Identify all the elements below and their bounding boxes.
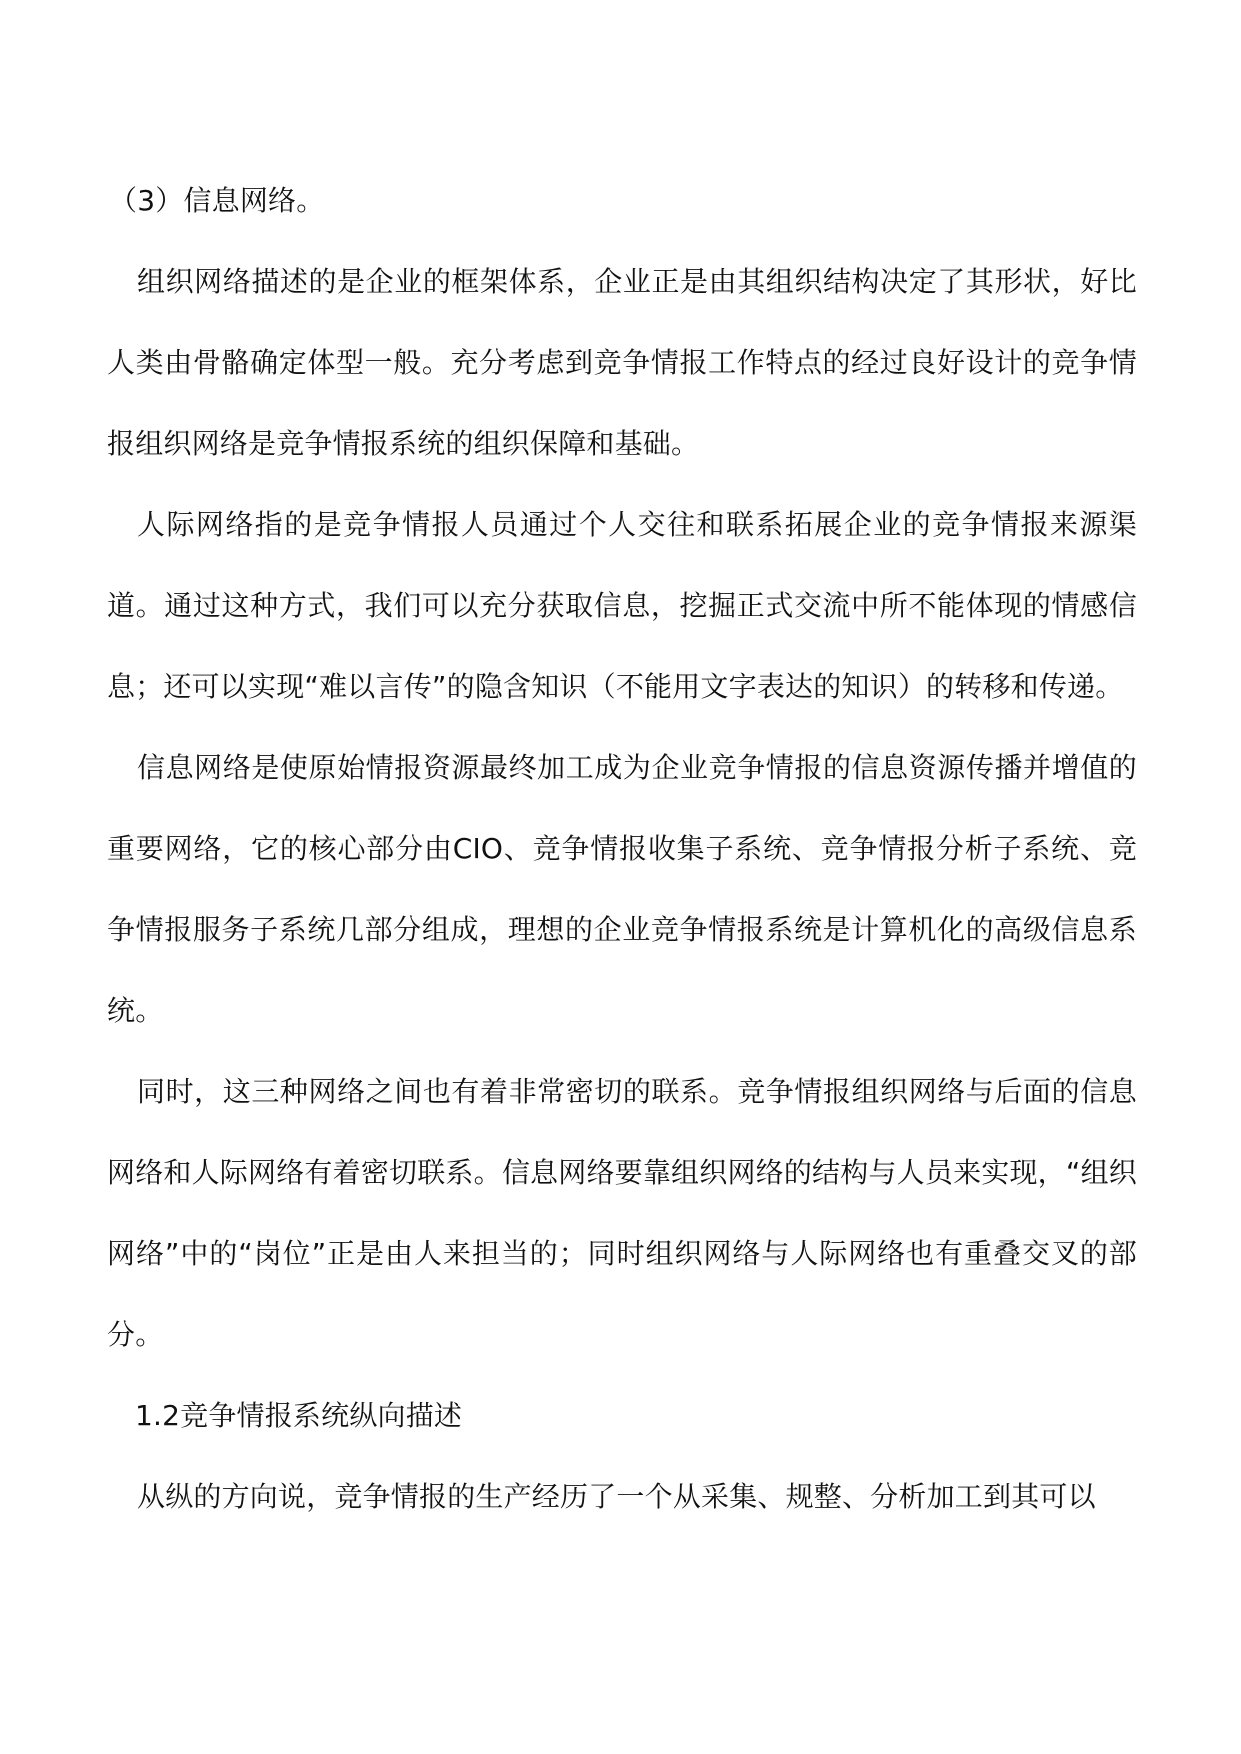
paragraph-vertical-description: 从纵的方向说，竞争情报的生产经历了一个从采集、规整、分析加工到其可以 <box>137 1480 1096 1513</box>
document-body <box>107 160 1137 1537</box>
section-heading-information-network: （3）信息网络。 <box>109 184 325 217</box>
paragraph-interpersonal-network: 人际网络指的是竞争情报人员通过个人交往和联系拓展企业的竞争情报来源渠道。通过这种方式，我们可以充分获取信息，挖掘正式交流中所不能体现的情感信息；还可以实现“难以言传”的隐含知识（不能用文字表达的知识）的转移和传递。 <box>107 508 1137 703</box>
paragraph-organization-network: 组织网络描述的是企业的框架体系，企业正是由其组织结构决定了其形状，好比人类由骨骼确定体型一般。充分考虑到竞争情报工作特点的经过良好设计的竞争情报组织网络是竞争情报系统的组织保障和基础。 <box>107 265 1137 460</box>
paragraph-information-network: 信息网络是使原始情报资源最终加工成为企业竞争情报的信息资源传播并增值的重要网络，它的核心部分由CIO、竞争情报收集子系统、竞争情报分析子系统、竞争情报服务子系统几部分组成，理想的企业竞争情报系统是计算机化的高级信息系统。 <box>107 751 1137 1027</box>
section-heading-vertical-description: 1.2竞争情报系统纵向描述 <box>135 1399 463 1432</box>
paragraph-network-relationship: 同时，这三种网络之间也有着非常密切的联系。竞争情报组织网络与后面的信息网络和人际网络有着密切联系。信息网络要靠组织网络的结构与人员来实现，“组织网络”中的“岗位”正是由人来担当的；同时组织网络与人际网络也有重叠交叉的部分。 <box>107 1075 1137 1351</box>
